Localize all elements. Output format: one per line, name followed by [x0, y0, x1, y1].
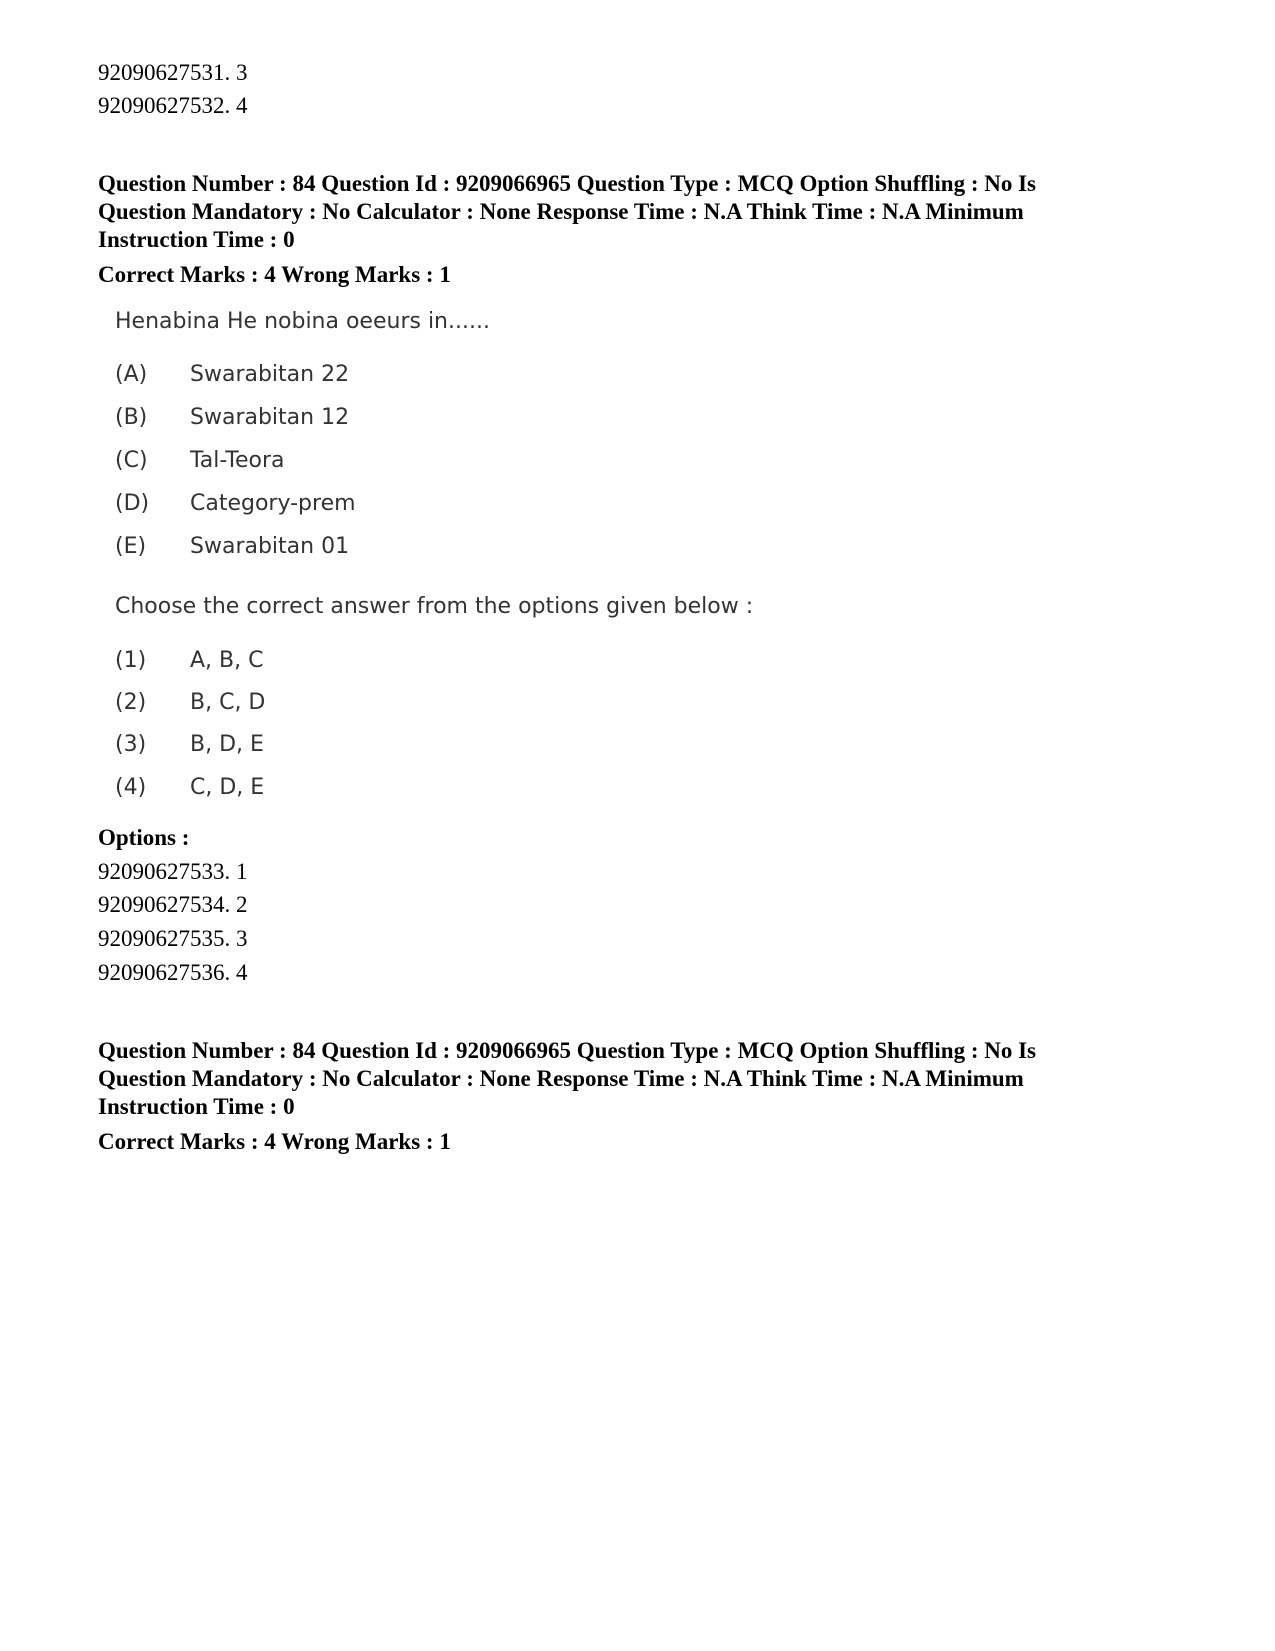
- option-line: 92090627532. 4: [98, 93, 248, 118]
- choice-text: C, D, E: [190, 775, 265, 800]
- option-id: 92090627532: [98, 93, 225, 118]
- question-header-line: Question Mandatory : No Calculator : None Response Time : N.A Think Time : N.A Minimum: [98, 1066, 1024, 1091]
- option-line: 92090627535. 3: [98, 926, 248, 951]
- item-text: Swarabitan 01: [190, 534, 350, 559]
- item-key: (A): [115, 362, 148, 387]
- choice-text: B, D, E: [190, 732, 264, 757]
- option-value: 3: [236, 60, 248, 85]
- option-id: 92090627531: [98, 60, 225, 85]
- item-text: Swarabitan 12: [190, 405, 350, 430]
- item-key: (D): [115, 491, 150, 516]
- marks-line: Correct Marks : 4 Wrong Marks : 1: [98, 262, 451, 287]
- item-text: Swarabitan 22: [190, 362, 350, 387]
- choice-key: (2): [115, 690, 147, 715]
- question-header-line: Question Number : 84 Question Id : 9209066965 Question Type : MCQ Option Shuffling : No Is: [98, 1038, 1037, 1063]
- option-id: 92090627535: [98, 926, 225, 951]
- answer-instruction: Choose the correct answer from the options given below :: [115, 594, 754, 619]
- options-label: Options :: [98, 825, 190, 850]
- choice-key: (1): [115, 648, 147, 673]
- option-line: 92090627531. 3: [98, 60, 248, 85]
- item-text: Tal-Teora: [190, 448, 285, 473]
- question-header-line: Question Mandatory : No Calculator : None Response Time : N.A Think Time : N.A Minimum: [98, 199, 1024, 224]
- option-value: 3: [236, 926, 248, 951]
- option-id: 92090627536: [98, 960, 225, 985]
- option-id: 92090627534: [98, 892, 225, 917]
- option-value: 1: [236, 859, 248, 884]
- question-prompt: Henabina He nobina oeeurs in......: [115, 309, 490, 334]
- option-line: 92090627536. 4: [98, 960, 248, 985]
- item-key: (B): [115, 405, 148, 430]
- choice-key: (4): [115, 775, 147, 800]
- option-value: 2: [236, 892, 248, 917]
- option-value: 4: [236, 93, 248, 118]
- marks-line: Correct Marks : 4 Wrong Marks : 1: [98, 1129, 451, 1154]
- question-header-line: Question Number : 84 Question Id : 9209066965 Question Type : MCQ Option Shuffling : No Is: [98, 171, 1037, 196]
- question-header-line: Instruction Time : 0: [98, 227, 295, 252]
- item-key: (E): [115, 534, 147, 559]
- item-key: (C): [115, 448, 148, 473]
- option-line: 92090627533. 1: [98, 859, 248, 884]
- option-line: 92090627534. 2: [98, 892, 248, 917]
- choice-text: B, C, D: [190, 690, 266, 715]
- option-id: 92090627533: [98, 859, 225, 884]
- choice-text: A, B, C: [190, 648, 264, 673]
- choice-key: (3): [115, 732, 147, 757]
- option-value: 4: [236, 960, 248, 985]
- item-text: Category-prem: [190, 491, 356, 516]
- question-header-line: Instruction Time : 0: [98, 1094, 295, 1119]
